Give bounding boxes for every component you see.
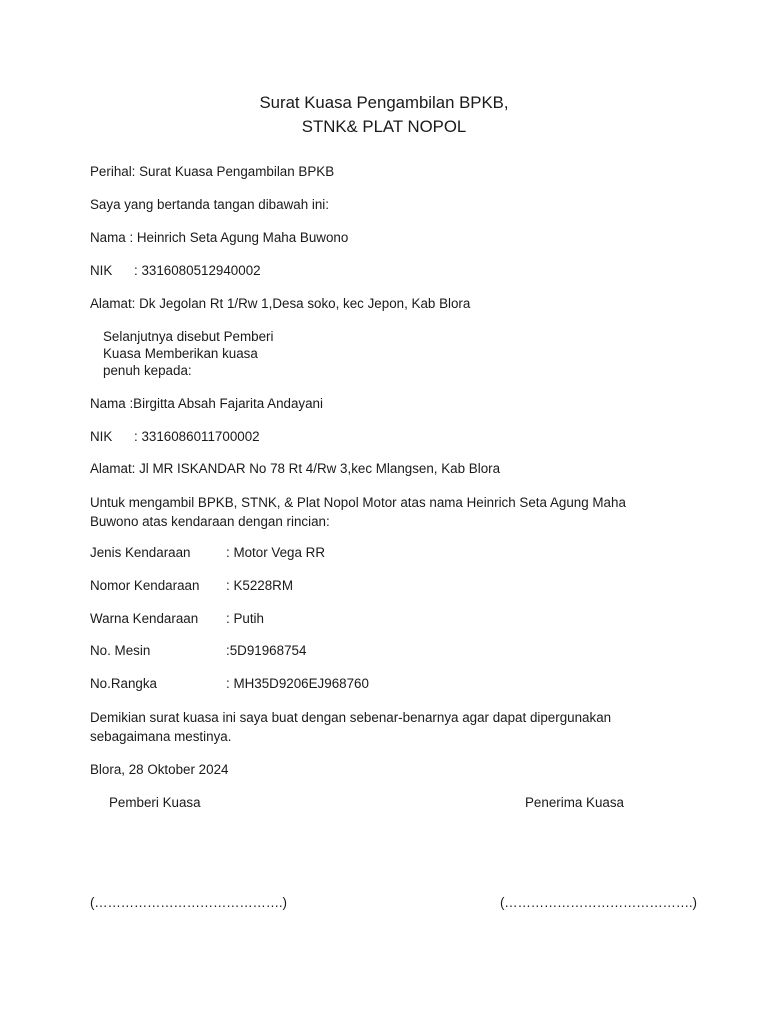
pemberi-signature-line: (…………………………………….) <box>90 895 287 910</box>
place-date: Blora, 28 Oktober 2024 <box>90 762 229 777</box>
pemberi-nik-value: : 3316080512940002 <box>134 263 261 278</box>
closing-text: Demikian surat kuasa ini saya buat dengan sebenar-benarnya agar dapat dipergunakan sebagaimana mestinya. <box>90 710 612 744</box>
penerima-nik <box>90 428 260 446</box>
pemberi-nik <box>90 262 261 280</box>
vehicle-label-rangka: No.Rangka <box>90 676 157 691</box>
penerima-kuasa-label: Penerima Kuasa <box>525 795 624 810</box>
vehicle-label-mesin: No. Mesin <box>90 643 151 658</box>
penerima-alamat: Alamat: Jl MR ISKANDAR No 78 Rt 4/Rw 3,kec Mlangsen, Kab Blora <box>90 461 501 476</box>
pemberi-alamat: Alamat: Dk Jegolan Rt 1/Rw 1,Desa soko, kec Jepon, Kab Blora <box>90 296 471 311</box>
selanjutnya-line3: penuh kepada: <box>103 363 192 378</box>
penerima-signature-line: (…………………………………….) <box>500 895 697 910</box>
vehicle-label-warna: Warna Kendaraan <box>90 611 199 626</box>
pemberi-nik-label: NIK <box>90 263 113 278</box>
vehicle-value-jenis: : Motor Vega RR <box>226 545 325 560</box>
perihal-text: Perihal: Surat Kuasa Pengambilan BPKB <box>90 164 335 179</box>
intro-text: Saya yang bertanda tangan dibawah ini: <box>90 197 329 212</box>
penerima-nama: Nama :Birgitta Absah Fajarita Andayani <box>90 396 323 411</box>
pemberi-nama: Nama : Heinrich Seta Agung Maha Buwono <box>90 230 349 245</box>
pemberi-kuasa-label: Pemberi Kuasa <box>109 795 201 810</box>
penerima-nik-label: NIK <box>90 429 113 444</box>
vehicle-value-warna: : Putih <box>226 611 264 626</box>
document-title-line1: Surat Kuasa Pengambilan BPKB, <box>259 93 509 112</box>
vehicle-label-jenis: Jenis Kendaraan <box>90 545 191 560</box>
vehicle-value-rangka: : MH35D9206EJ968760 <box>226 676 369 691</box>
purpose-text: Untuk mengambil BPKB, STNK, & Plat Nopol Motor atas nama Heinrich Seta Agung Maha Buwono atas kendaraan dengan rincian: <box>90 495 626 529</box>
vehicle-value-mesin: :5D91968754 <box>226 643 307 658</box>
document-title-line2: STNK& PLAT NOPOL <box>301 117 467 136</box>
vehicle-label-nomor: Nomor Kendaraan <box>90 578 200 593</box>
selanjutnya-line2: Kuasa Memberikan kuasa <box>103 346 258 361</box>
selanjutnya-line1: Selanjutnya disebut Pemberi <box>103 329 274 344</box>
vehicle-value-nomor: : K5228RM <box>226 578 293 593</box>
penerima-nik-value: : 3316086011700002 <box>134 429 260 444</box>
